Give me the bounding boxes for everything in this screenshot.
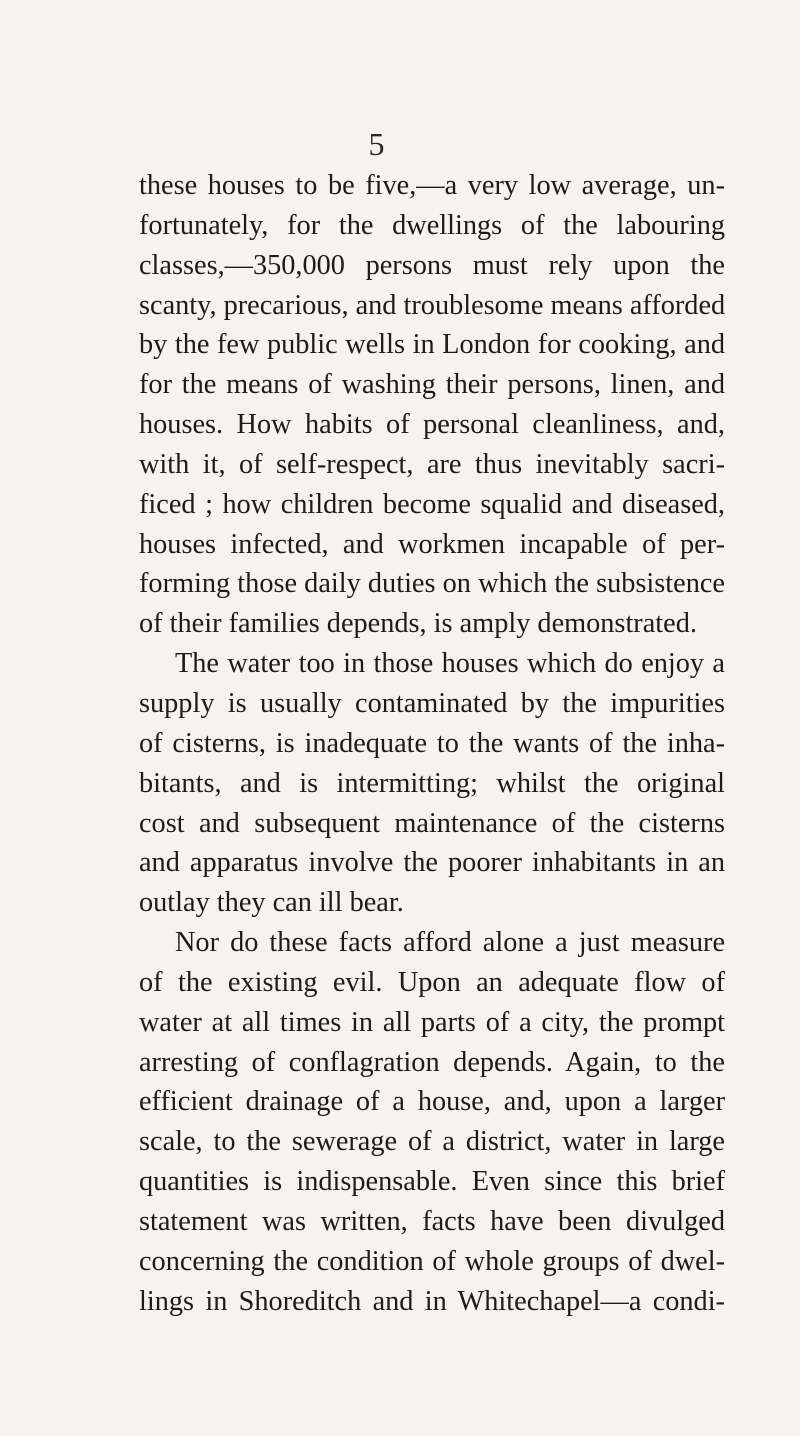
text-line: classes,—350,000 persons must rely upon the bbox=[139, 249, 725, 281]
text-line: for the means of washing their persons, linen, and bbox=[139, 369, 725, 401]
text-line: these houses to be five,—a very low average, un- bbox=[139, 170, 725, 201]
paragraph-start-line: The water too in those houses which do enjoy a bbox=[175, 648, 725, 680]
text-line: quantities is indispensable. Even since this brief bbox=[139, 1166, 725, 1198]
text-line: forming those daily duties on which the subsistence bbox=[139, 568, 725, 600]
text-line: houses infected, and workmen incapable of per- bbox=[139, 528, 725, 560]
text-line: scale, to the sewerage of a district, water in large bbox=[139, 1126, 725, 1158]
text-line: statement was written, facts have been divulged bbox=[139, 1205, 725, 1237]
page-number: 5 bbox=[368, 126, 385, 162]
text-line: bitants, and is intermitting; whilst the original bbox=[139, 767, 725, 799]
text-line: ficed ; how children become squalid and diseased, bbox=[139, 488, 725, 520]
text-line: with it, of self-respect, are thus inevitably sacri- bbox=[139, 448, 725, 480]
text-line: scanty, precarious, and troublesome means afforded bbox=[139, 289, 726, 321]
body-text bbox=[139, 166, 725, 1321]
text-line: houses. How habits of personal cleanliness, and, bbox=[139, 409, 725, 441]
text-line: of cisterns, is inadequate to the wants of the inha- bbox=[139, 727, 725, 759]
paragraph-end-line: of their families depends, is amply demonstrated. bbox=[139, 608, 697, 640]
text-line: lings in Shoreditch and in Whitechapel—a condi- bbox=[139, 1285, 725, 1317]
text-line: cost and subsequent maintenance of the cisterns bbox=[139, 807, 725, 839]
text-line: fortunately, for the dwellings of the labouring bbox=[139, 209, 725, 241]
text-line: supply is usually contaminated by the impurities bbox=[139, 687, 725, 719]
text-line: and apparatus involve the poorer inhabitants in an bbox=[139, 847, 725, 879]
text-line: efficient drainage of a house, and, upon a larger bbox=[139, 1086, 725, 1118]
text-line: of the existing evil. Upon an adequate flow of bbox=[139, 966, 725, 998]
text-line: arresting of conflagration depends. Again, to the bbox=[139, 1046, 725, 1078]
text-line: concerning the condition of whole groups of dwel- bbox=[139, 1245, 725, 1277]
text-line: by the few public wells in London for cooking, and bbox=[139, 329, 725, 361]
paragraph-end-line: outlay they can ill bear. bbox=[139, 887, 404, 919]
paragraph-start-line: Nor do these facts afford alone a just measure bbox=[175, 927, 725, 959]
text-line: water at all times in all parts of a city, the prompt bbox=[139, 1006, 725, 1038]
